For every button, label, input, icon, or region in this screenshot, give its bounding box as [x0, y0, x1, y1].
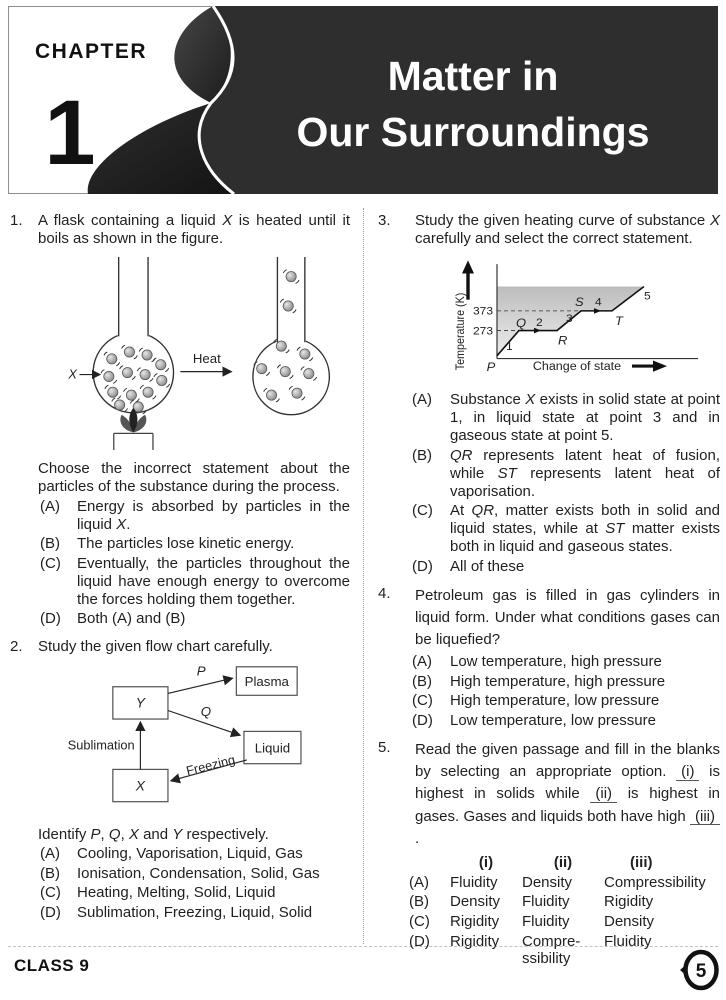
header-iii: (iii) — [630, 854, 653, 871]
option-text: Ionisation, Condensation, Solid, Gas — [77, 864, 320, 882]
question-5-number: 5. — [378, 739, 391, 757]
option-letter: (B) — [40, 535, 60, 552]
table-row-b: (B) Density Fluidity Rigidity — [409, 893, 654, 911]
question-1-text: A flask containing a liquid X is heated until it boils as shown in the figure. — [38, 212, 350, 247]
header-i: (i) — [478, 854, 494, 871]
point-p: P — [486, 360, 496, 374]
chapter-title-line1: Matter in — [387, 53, 559, 99]
q1-option-b — [40, 535, 350, 553]
arrow-p — [168, 678, 233, 693]
freezing-label: Freezing — [184, 751, 237, 778]
heating-curve-graph — [420, 251, 720, 382]
option-text: Low temperature, high pressure — [450, 653, 662, 671]
point-q: Q — [516, 316, 527, 330]
header-art — [8, 6, 718, 194]
flask-diagram — [50, 255, 350, 451]
option-letter: (C) — [412, 502, 433, 519]
option-text: Sublimation, Freezing, Liquid, Solid — [77, 903, 313, 921]
point-s: S — [575, 295, 584, 310]
option-text: High temperature, high pressure — [450, 672, 666, 690]
flow-chart — [55, 663, 355, 815]
question-2-continued — [10, 826, 350, 924]
page-number-badge — [676, 948, 720, 997]
question-5-text: Read the given passage and fill in the blanks by selecting an appropriate option. (i) is highest in solids while (ii) is highest in gases. Gases and liquids both have high (iii). — [415, 741, 720, 847]
option-text: All of these — [450, 557, 525, 575]
option-letter: (A) — [412, 653, 432, 671]
table-row-c: (C) Rigidity Fluidity Density — [409, 913, 655, 931]
q4-option-d — [412, 712, 720, 730]
option-text: QR represents latent heat of fusion, while ST represents latent heat of vaporisation. — [450, 446, 720, 500]
question-3-text: Study the given heating curve of substance X carefully and select the correct statement. — [415, 212, 720, 247]
q1-option-a — [40, 498, 350, 534]
option-text: At QR, matter exists both in solid and liquid states, while at ST matter exists both in liquid and gaseous states. — [450, 502, 721, 555]
q3-option-d — [412, 558, 720, 576]
box-x-label: X — [135, 777, 145, 793]
left-flask — [93, 257, 173, 414]
chapter-header-banner — [8, 6, 718, 194]
point-t: T — [615, 314, 623, 328]
right-column — [378, 212, 720, 977]
q4-option-c — [412, 692, 720, 710]
q4-option-a — [412, 653, 720, 671]
question-1-continued — [10, 460, 350, 630]
blank-i: (i) — [676, 764, 699, 780]
option-letter: (A) — [40, 497, 60, 515]
option-letter: (D) — [412, 557, 433, 575]
left-column — [10, 212, 350, 930]
chapter-number: 1 — [44, 82, 96, 184]
q2-option-d — [40, 904, 350, 922]
option-letter: (B) — [412, 446, 432, 464]
burner-flame — [114, 408, 153, 450]
x-axis-arrowhead — [653, 360, 667, 371]
option-text: Substance X exists in solid state at point 1, in liquid state at point 3 and in gaseous state at point 5. — [450, 391, 720, 444]
blank-iii: (iii) — [690, 809, 720, 825]
header-ii: (ii) — [553, 854, 573, 871]
question-3 — [378, 212, 720, 577]
question-2 — [10, 638, 350, 656]
option-letter: (D) — [40, 610, 61, 627]
flow-chart-figure — [55, 663, 350, 820]
option-letter: (B) — [40, 864, 60, 882]
question-4-number: 4. — [378, 585, 391, 602]
segment-2: 2 — [536, 316, 543, 329]
option-letter: (D) — [412, 711, 433, 729]
page-badge-icon — [676, 948, 720, 992]
arrow-q-label: Q — [200, 703, 212, 719]
q2-option-b — [40, 865, 350, 883]
q3-option-c — [412, 502, 720, 556]
table-row-a: (A) Fluidity Density Compressibility — [409, 873, 706, 891]
flask-figure — [50, 255, 350, 456]
option-text: Cooling, Vaporisation, Liquid, Gas — [77, 845, 303, 862]
option-letter: (D) — [40, 903, 61, 921]
segment-4: 4 — [595, 295, 602, 309]
option-text: High temperature, low pressure — [450, 692, 660, 710]
chapter-title-line2: Our Surroundings — [296, 109, 650, 155]
q2-option-c — [40, 884, 350, 902]
right-flask — [253, 257, 329, 415]
box-liquid-label: Liquid — [254, 739, 291, 755]
q3-option-a — [412, 391, 720, 445]
q2-option-a — [40, 845, 350, 863]
page-number: 5 — [695, 961, 707, 982]
segment-3: 3 — [566, 312, 573, 326]
liquid-x-label: X — [68, 366, 77, 382]
question-4-text: Petroleum gas is filled in gas cylinders in liquid form. Under what conditions gases can be liquefied? — [415, 587, 720, 649]
option-letter: (A) — [412, 391, 432, 408]
question-2-number: 2. — [10, 637, 23, 655]
x-axis-label: Change of state — [532, 359, 622, 373]
class-label: CLASS 9 — [14, 956, 90, 975]
question-4 — [378, 585, 720, 731]
q3-option-b — [412, 447, 720, 501]
option-text: Both (A) and (B) — [77, 610, 186, 627]
heating-curve-figure — [420, 251, 720, 387]
point-r: R — [558, 333, 568, 348]
question-1-prompt: Choose the incorrect statement about the particles of the substance during the process. — [38, 460, 350, 495]
box-y-label: Y — [135, 695, 145, 711]
segment-1: 1 — [506, 340, 513, 354]
question-3-number: 3. — [378, 212, 391, 229]
question-2-prompt: Identify P, Q, X and Y respectively. — [38, 825, 269, 843]
question-5 — [378, 739, 720, 970]
box-plasma-label: Plasma — [244, 673, 289, 689]
table-row-d: (D) Rigidity Compre-ssibility Fluidity — [409, 932, 652, 968]
table-header-row — [409, 854, 720, 872]
option-letter: (B) — [412, 672, 432, 690]
option-text: Energy is absorbed by particles in the liquid X. — [77, 497, 350, 533]
option-letter: (A) — [40, 845, 60, 862]
option-letter: (C) — [40, 554, 61, 572]
tick-273: 273 — [472, 324, 493, 338]
header-dark-panel — [199, 6, 718, 194]
arrow-p-label: P — [196, 662, 206, 678]
question-1-number: 1. — [10, 212, 23, 229]
question-1 — [10, 212, 350, 248]
y-axis-label: Temperature (K) — [454, 292, 468, 371]
segment-5: 5 — [644, 289, 651, 303]
column-divider — [363, 208, 364, 944]
q1-option-c — [40, 555, 350, 609]
heat-label: Heat — [192, 350, 221, 366]
question-2-text: Study the given flow chart carefully. — [38, 637, 273, 655]
chapter-label: CHAPTER — [35, 40, 148, 63]
option-text: The particles lose kinetic energy. — [77, 535, 295, 552]
blank-ii: (ii) — [590, 786, 617, 802]
q4-option-b — [412, 673, 720, 691]
option-text: Low temperature, low pressure — [450, 711, 656, 729]
option-letter: (C) — [412, 692, 433, 710]
option-letter: (C) — [40, 884, 61, 901]
tick-373: 373 — [472, 304, 493, 318]
option-text: Heating, Melting, Solid, Liquid — [77, 884, 276, 901]
option-text: Eventually, the particles throughout the liquid have enough energy to overcome the forces holding them together. — [77, 554, 350, 608]
q5-options-table — [409, 854, 720, 968]
q1-option-d — [40, 610, 350, 628]
sublimation-label: Sublimation — [67, 736, 135, 752]
y-axis-arrowhead — [462, 260, 474, 273]
